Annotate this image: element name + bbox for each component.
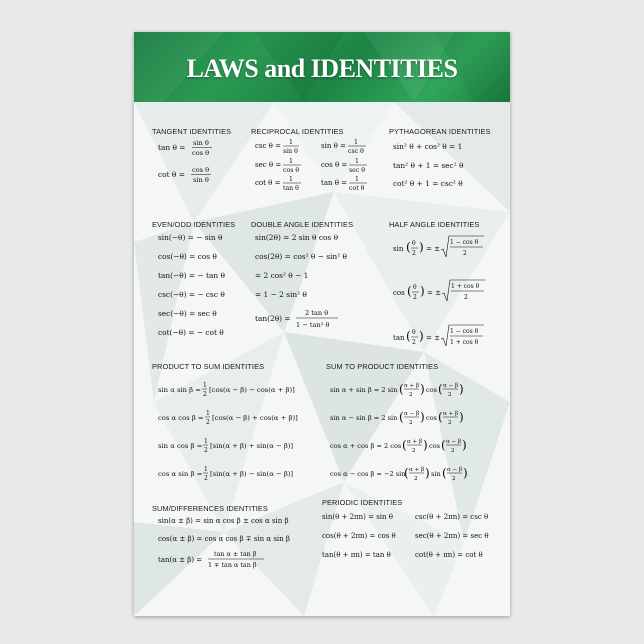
formula: sin(θ + 2πn) = sin θ	[322, 513, 393, 521]
svg-text:cos α + cos β = 2 cos: cos α + cos β = 2 cos	[330, 442, 402, 450]
svg-text:1: 1	[203, 382, 207, 389]
section-periodic	[322, 498, 506, 598]
svg-text:α − β: α − β	[447, 467, 463, 473]
svg-text:sin θ: sin θ	[193, 176, 209, 184]
svg-text:2: 2	[463, 250, 467, 257]
section-title: DOUBLE ANGLE IDENTITIES	[251, 220, 354, 229]
section-product-to-sum	[152, 362, 327, 512]
formula: tan² θ + 1 = sec² θ	[393, 161, 464, 170]
svg-text:2: 2	[204, 475, 208, 482]
formula: tan(θ + πn) = tan θ	[322, 551, 391, 559]
svg-text:[cos(α − β) − cos(α + β)]: [cos(α − β) − cos(α + β)]	[209, 386, 295, 394]
svg-text:α + β: α + β	[407, 439, 423, 445]
svg-text:cos θ: cos θ	[192, 166, 210, 174]
svg-text:cos θ: cos θ	[192, 149, 210, 157]
svg-text:(: (	[438, 410, 443, 424]
section-title: PYTHAGOREAN IDENTITIES	[389, 127, 491, 136]
svg-text:2: 2	[413, 294, 417, 301]
svg-text:sin α sin β =: sin α sin β =	[158, 386, 201, 394]
formula: cot(θ + πn) = cot θ	[415, 551, 483, 559]
section-sum-differences	[152, 504, 322, 604]
svg-text:): )	[423, 438, 428, 452]
svg-text:2: 2	[409, 392, 413, 398]
section-sum-to-product	[326, 362, 506, 512]
formula-cot-quotient: cot θ =	[158, 170, 185, 179]
svg-text:): )	[420, 284, 425, 298]
svg-text:cos α sin β =: cos α sin β =	[158, 470, 203, 478]
svg-text:1 − tan² θ: 1 − tan² θ	[296, 321, 330, 329]
section-title: HALF ANGLE IDENTITIES	[389, 220, 480, 229]
svg-text:α + β: α + β	[409, 467, 425, 473]
svg-text:cos θ =: cos θ =	[321, 161, 348, 169]
svg-text:cot θ: cot θ	[349, 185, 365, 192]
svg-text:1: 1	[204, 466, 208, 473]
page-title: LAWS and IDENTITIES	[186, 54, 458, 83]
formula: cos(α ± β) = cos α cos β ∓ sin α sin β	[158, 535, 290, 543]
section-half-angle	[389, 220, 504, 370]
svg-text:(: (	[399, 410, 404, 424]
svg-text:(: (	[406, 240, 411, 254]
svg-text:2 tan θ: 2 tan θ	[305, 309, 329, 317]
formula: sec(θ + 2πn) = sec θ	[415, 532, 489, 540]
svg-text:sin α cos β =: sin α cos β =	[158, 442, 203, 450]
section-title: TANGENT IDENTITIES	[152, 127, 232, 136]
svg-text:2: 2	[451, 448, 455, 454]
section-even-odd	[152, 220, 252, 370]
svg-text:sin α − sin β = 2 sin: sin α − sin β = 2 sin	[330, 414, 398, 422]
svg-text:tan θ =: tan θ =	[321, 179, 348, 187]
section-title: EVEN/ODD IDENTITIES	[152, 220, 236, 229]
svg-text:sin α + sin β = 2 sin: sin α + sin β = 2 sin	[330, 386, 398, 394]
svg-text:2: 2	[206, 419, 210, 426]
section-title: SUM/DIFFERENCES IDENTITIES	[152, 504, 268, 513]
formula: sec(−θ) = sec θ	[158, 309, 217, 318]
svg-text:α − β: α − β	[404, 411, 420, 417]
svg-text:2: 2	[412, 339, 416, 346]
section-pythagorean	[389, 127, 504, 197]
section-title: RECIPROCAL IDENTITIES	[251, 127, 344, 136]
section-double-angle	[251, 220, 386, 370]
svg-text:1 − cos θ: 1 − cos θ	[450, 239, 479, 246]
svg-text:2: 2	[452, 476, 456, 482]
svg-text:cos θ: cos θ	[283, 167, 300, 174]
svg-text:): )	[420, 410, 425, 424]
formula-list	[389, 230, 504, 370]
formula: sin² θ + cos² θ = 1	[393, 142, 463, 151]
svg-text:1: 1	[206, 410, 210, 417]
formula: csc(−θ) = − csc θ	[158, 290, 225, 299]
svg-text:(: (	[406, 329, 411, 343]
svg-text:= ±: = ±	[426, 245, 440, 253]
svg-text:tan θ: tan θ	[283, 185, 299, 192]
formula: tan(−θ) = − tan θ	[158, 271, 225, 280]
formula: cot² θ + 1 = csc² θ	[393, 179, 463, 188]
svg-text:1: 1	[355, 176, 359, 183]
formula: sin(α ± β) = sin α cos β ± cos α sin β	[158, 517, 289, 525]
svg-text:2: 2	[412, 448, 416, 454]
formula: cos(−θ) = cos θ	[158, 252, 217, 261]
svg-text:sin: sin	[431, 470, 441, 478]
formula-list	[152, 372, 327, 512]
formula: sin(2θ) = 2 sin θ cos θ	[255, 233, 339, 242]
svg-text:): )	[425, 466, 430, 480]
svg-text:1 + cos θ: 1 + cos θ	[450, 339, 479, 346]
svg-text:2: 2	[414, 476, 418, 482]
svg-text:): )	[459, 382, 464, 396]
section-title: PRODUCT TO SUM IDENTITIES	[152, 362, 265, 371]
svg-text:2: 2	[448, 392, 452, 398]
svg-text:= ±: = ±	[427, 289, 441, 297]
svg-text:csc θ: csc θ	[348, 148, 364, 155]
svg-text:sec θ: sec θ	[349, 167, 365, 174]
svg-text:cos: cos	[426, 386, 438, 394]
svg-text:tan: tan	[393, 334, 405, 342]
svg-text:(: (	[402, 438, 407, 452]
svg-text:(: (	[442, 466, 447, 480]
svg-text:α + β: α + β	[404, 383, 420, 389]
svg-text:2: 2	[412, 250, 416, 257]
section-title: SUM TO PRODUCT IDENTITIES	[326, 362, 439, 371]
svg-text:(: (	[399, 382, 404, 396]
svg-text:): )	[419, 240, 424, 254]
svg-text:tan(2θ) =: tan(2θ) =	[255, 314, 291, 323]
section-title: PERIODIC IDENTITIES	[322, 498, 403, 507]
svg-text:): )	[419, 329, 424, 343]
svg-text:2: 2	[464, 294, 468, 301]
svg-text:[sin(α + β) + sin(α − β)]: [sin(α + β) + sin(α − β)]	[210, 442, 294, 450]
svg-text:): )	[459, 410, 464, 424]
svg-text:θ: θ	[413, 284, 417, 291]
svg-text:1: 1	[289, 158, 293, 165]
svg-text:= ±: = ±	[426, 334, 440, 342]
formula: cot(−θ) = − cot θ	[158, 328, 224, 337]
svg-text:θ: θ	[412, 329, 416, 336]
svg-text:1: 1	[289, 139, 293, 146]
svg-text:): )	[420, 382, 425, 396]
svg-text:sin: sin	[393, 245, 404, 253]
header-banner	[134, 32, 510, 102]
svg-text:sin θ =: sin θ =	[321, 142, 346, 150]
svg-text:(: (	[404, 466, 409, 480]
formula: sin(−θ) = − sin θ	[158, 233, 223, 242]
poster	[134, 32, 510, 616]
svg-text:): )	[463, 466, 468, 480]
formula-list	[152, 139, 252, 197]
svg-text:[sin(α + β) − sin(α − β)]: [sin(α + β) − sin(α − β)]	[210, 470, 294, 478]
formula-tan-sum	[152, 546, 322, 576]
svg-text:α − β: α − β	[446, 439, 462, 445]
svg-text:sin θ: sin θ	[193, 139, 209, 147]
svg-text:sec θ =: sec θ =	[255, 161, 282, 169]
svg-text:1 + cos θ: 1 + cos θ	[451, 283, 480, 290]
formula-tan-double	[251, 306, 381, 334]
svg-text:(: (	[441, 438, 446, 452]
section-tangent	[152, 127, 252, 197]
formula: csc(θ + 2πn) = csc θ	[415, 513, 489, 521]
svg-text:1 − cos θ: 1 − cos θ	[450, 328, 479, 335]
svg-text:2: 2	[203, 391, 207, 398]
svg-text:tan α ± tan β: tan α ± tan β	[214, 550, 257, 558]
svg-text:1 ∓ tan α tan β: 1 ∓ tan α tan β	[208, 561, 257, 569]
svg-text:1: 1	[355, 158, 359, 165]
svg-text:2: 2	[204, 447, 208, 454]
svg-text:cos α − cos β = −2 sin: cos α − cos β = −2 sin	[330, 470, 406, 478]
svg-text:2: 2	[448, 420, 452, 426]
svg-text:): )	[462, 438, 467, 452]
svg-text:sin θ: sin θ	[283, 148, 298, 155]
svg-text:cos α cos β =: cos α cos β =	[158, 414, 204, 422]
svg-text:cot θ =: cot θ =	[255, 179, 281, 187]
svg-text:1: 1	[354, 139, 358, 146]
svg-text:cos: cos	[426, 414, 438, 422]
svg-text:csc θ =: csc θ =	[255, 142, 281, 150]
formula-list	[326, 372, 506, 512]
formula-tan-quotient: tan θ =	[158, 143, 186, 152]
formula: = 2 cos² θ − 1	[255, 271, 309, 280]
svg-text:(: (	[438, 382, 443, 396]
svg-text:tan(α ± β) =: tan(α ± β) =	[158, 556, 203, 564]
formula: cos(θ + 2πn) = cos θ	[322, 532, 396, 540]
svg-text:2: 2	[409, 420, 413, 426]
svg-text:cos: cos	[393, 289, 405, 297]
svg-text:[cos(α − β) + cos(α + β)]: [cos(α − β) + cos(α + β)]	[212, 414, 298, 422]
svg-text:cos: cos	[429, 442, 441, 450]
formula: = 1 − 2 sin² θ	[255, 290, 307, 299]
svg-text:1: 1	[204, 438, 208, 445]
svg-text:(: (	[407, 284, 412, 298]
formula: cos(2θ) = cos² θ − sin² θ	[255, 252, 347, 261]
svg-text:θ: θ	[412, 240, 416, 247]
svg-text:α − β: α − β	[443, 383, 459, 389]
svg-text:1: 1	[289, 176, 293, 183]
svg-text:α + β: α + β	[443, 411, 459, 417]
